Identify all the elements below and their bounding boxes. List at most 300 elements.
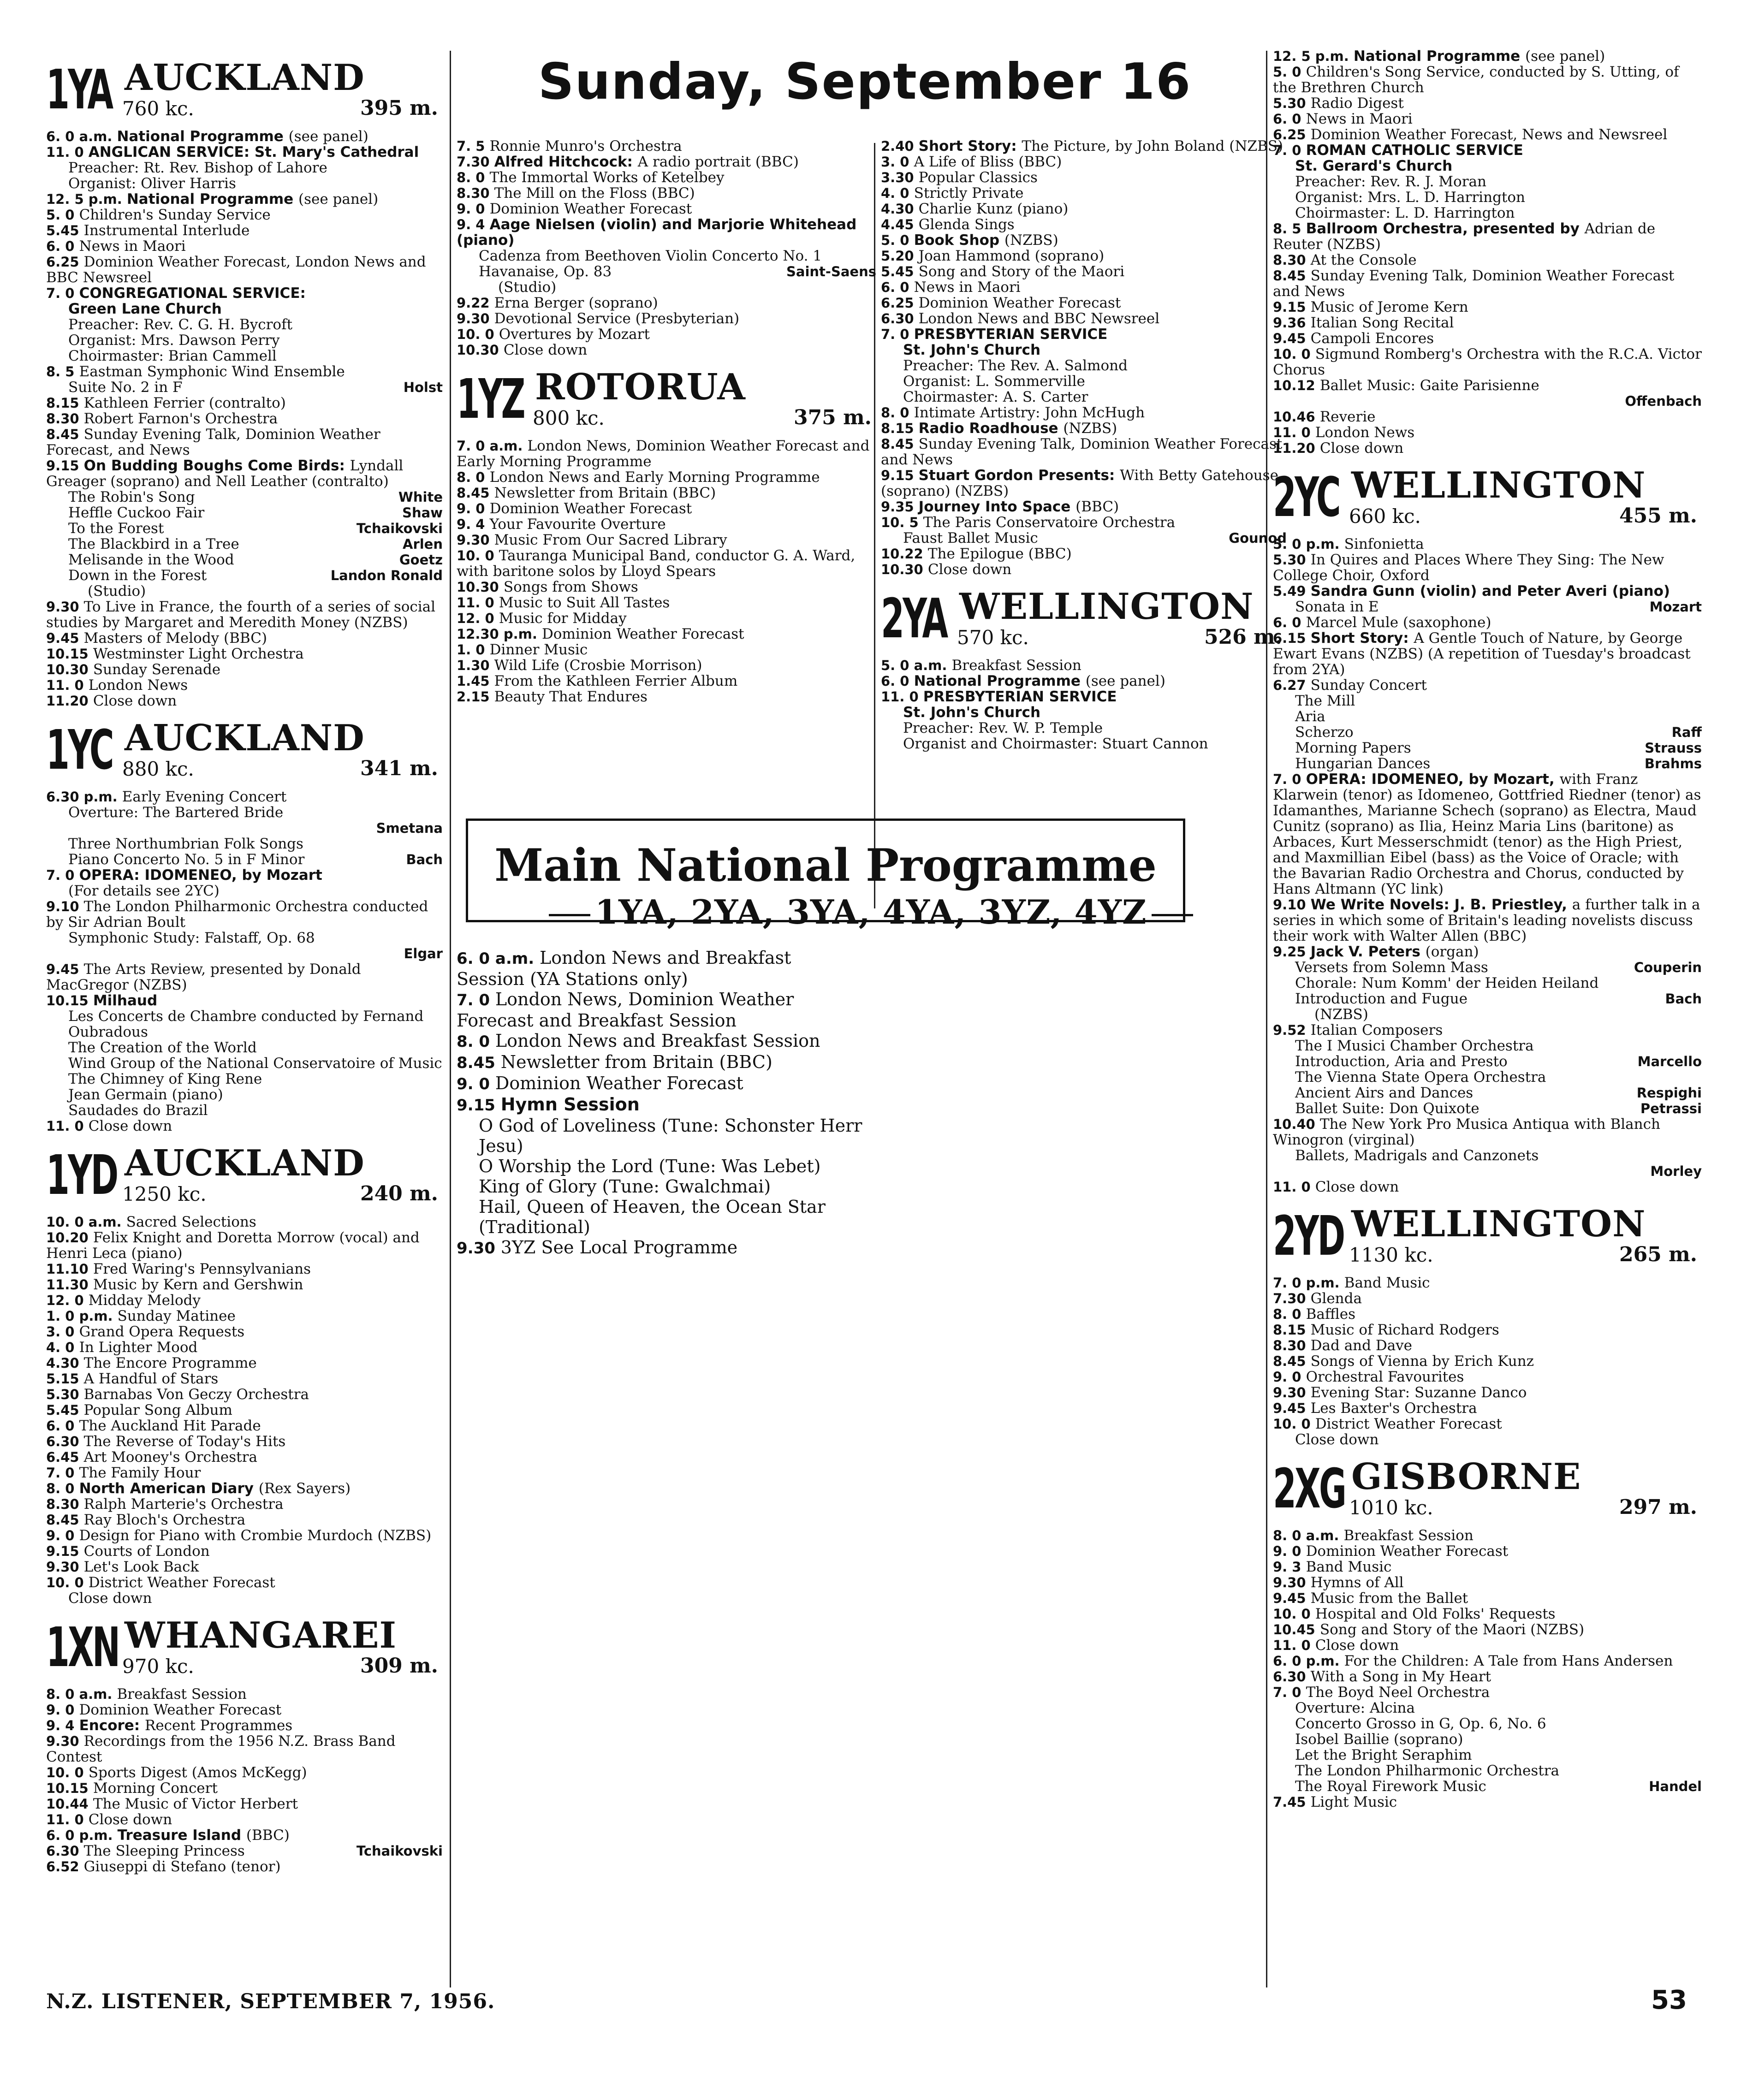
entry-main (1273, 1275, 1430, 1291)
entry-time: 6.30 (1273, 1669, 1311, 1685)
entry-main (46, 1370, 218, 1387)
entry-main (457, 201, 692, 217)
entry-time: 9. 4 (46, 1718, 79, 1733)
entry-main (457, 1073, 743, 1093)
entry-highlight: OPERA: IDOMENEO, by Mozart (79, 867, 322, 884)
entry-text: With Betty Gatehouse (soprano) (NZBS) (881, 467, 1278, 499)
entry-text: Giuseppi di Stefano (tenor) (83, 1858, 281, 1875)
listing-entry (46, 364, 443, 380)
listing-entry (881, 295, 1287, 311)
entry-text: Sunday Evening Talk, Dominion Weather Forecast and News (1273, 267, 1675, 300)
entry-main (1273, 48, 1605, 65)
listing-entry (881, 264, 1287, 279)
entry-text: The Chimney of King Rene (68, 1071, 262, 1087)
entry-highlight: OPERA: IDOMENEO, by Mozart, (1306, 771, 1560, 788)
composer: Marcello (1637, 1054, 1702, 1069)
entry-main (46, 867, 322, 884)
entry-time: 6. 0 (46, 238, 79, 254)
listing-entry (1273, 1322, 1702, 1338)
listing-entry (457, 689, 876, 705)
entry-time: 3. 0 (46, 1324, 79, 1340)
entry-text: In Quires and Places Where They Sing: The New College Choir, Oxford (1273, 552, 1664, 584)
listing-entry (881, 138, 1287, 154)
listing-entry (1273, 1528, 1702, 1543)
entry-main (1273, 252, 1417, 268)
listing-entry (457, 295, 876, 311)
listing-entry (46, 1261, 443, 1277)
entry-text: Kathleen Ferrier (contralto) (83, 395, 286, 411)
entry-text: (NZBS) (1004, 232, 1058, 249)
entry-time: 9.30 (46, 1733, 84, 1749)
entry-time: 10.45 (1273, 1622, 1320, 1637)
listing-entry (46, 993, 443, 1008)
entry-text: Choirmaster: L. D. Harrington (1295, 205, 1515, 221)
entry-highlight: ROMAN CATHOLIC SERVICE (1306, 142, 1523, 159)
entry-text: (Studio) (88, 583, 146, 599)
listing-entry (1273, 409, 1702, 425)
entry-main (46, 1512, 245, 1528)
entry-time: 6.30 (881, 311, 919, 326)
entry-text: To the Forest (68, 520, 164, 537)
listing-entry (1273, 1101, 1702, 1116)
entry-time: 5.30 (1273, 552, 1311, 568)
entry-main (1273, 1653, 1673, 1669)
listing-entry (46, 176, 443, 191)
entry-highlight: We Write Novels: J. B. Priestley, (1310, 896, 1572, 913)
entry-time: 6.25 (46, 254, 84, 270)
entry-time: 9.35 (881, 499, 919, 515)
listing-entry (457, 1031, 862, 1052)
entry-text: Music by Kern and Gershwin (93, 1276, 303, 1293)
entry-text: Strictly Private (914, 185, 1024, 202)
entry-time: 9.30 (457, 532, 494, 548)
entry-text: The Robin's Song (68, 489, 195, 505)
listing-entry (881, 689, 1287, 705)
entry-time: 12. 5 p.m. (46, 191, 127, 207)
entry-time: 6.30 (46, 1434, 84, 1449)
composer: Petrassi (1640, 1101, 1702, 1116)
entry-highlight: National Programme (117, 128, 289, 145)
entry-main (1273, 1384, 1527, 1401)
listing-entry (46, 1859, 443, 1875)
listing-entry (46, 129, 443, 144)
entry-main (457, 154, 799, 170)
entry-text: Early Evening Concert (122, 789, 287, 805)
entry-text: Organist: Oliver Harris (68, 175, 236, 192)
listing-entry (881, 515, 1287, 530)
entry-main (881, 688, 1117, 705)
listing-entry (46, 852, 443, 867)
listing-entry (881, 374, 1287, 389)
entry-text: Felix Knight and Doretta Morrow (vocal) and Henri Leca (piano) (46, 1229, 420, 1262)
listing-entry (457, 626, 876, 642)
entry-text: Dominion Weather Forecast (79, 1702, 282, 1718)
entry-text: Preacher: Rev. R. J. Moran (1295, 173, 1486, 190)
entry-time: 9.36 (1273, 315, 1311, 331)
entry-main (881, 279, 1021, 296)
entry-main (881, 154, 1062, 170)
listing-entry (1273, 552, 1702, 583)
entry-main (1273, 1400, 1477, 1417)
listing-entry (46, 380, 443, 395)
entry-time: 9.45 (1273, 1590, 1311, 1606)
listing-entry (46, 191, 443, 207)
entry-main (881, 201, 1068, 217)
entry-text: Morning Concert (93, 1780, 218, 1797)
listing-entry (1273, 1116, 1702, 1148)
listing-entry (1273, 299, 1702, 315)
entry-time: 2.40 (881, 138, 919, 154)
entry-text: (see panel) (1085, 673, 1165, 689)
entry-main (457, 547, 855, 580)
entry-time: 12. 5 p.m. (1273, 48, 1354, 64)
entry-main (46, 254, 426, 286)
listing-entry (46, 552, 443, 568)
entry-main (46, 1480, 351, 1497)
listing-entry (46, 1590, 443, 1606)
station-frequency: 880 kc. (122, 758, 194, 780)
entry-main (1273, 1668, 1491, 1685)
listing-entry (457, 1156, 862, 1176)
station-callsign: 1YZ (457, 367, 524, 431)
entry-text: Close down (1319, 440, 1404, 457)
entry-main (457, 500, 692, 517)
listing-entry (46, 254, 443, 285)
listing-entry (46, 160, 443, 176)
entry-main (881, 420, 1117, 437)
listing-entry (46, 1371, 443, 1387)
entry-text: London News and BBC Newsreel (918, 310, 1160, 327)
entry-main (46, 1323, 244, 1340)
listing-entry (46, 1308, 443, 1324)
entry-main (457, 594, 670, 611)
composer: Goetz (399, 552, 443, 568)
entry-main (46, 1702, 281, 1718)
listing-entry (457, 1073, 862, 1094)
entry-time: 9. 0 (46, 1528, 79, 1543)
entry-time: 7. 0 (46, 285, 79, 301)
entry-time: 4.30 (881, 201, 919, 217)
entry-text: Newsletter from Britain (BBC) (494, 485, 716, 501)
entry-time: 9.30 (457, 1239, 501, 1258)
entry-time: 6. 0 (46, 1418, 79, 1434)
listing-entry (1273, 1054, 1702, 1069)
listing-entry (457, 548, 876, 579)
listing-entry (1273, 756, 1702, 771)
listing-entry (1273, 1575, 1702, 1590)
entry-text: The Mill on the Floss (BBC) (494, 185, 695, 202)
entry-main (1273, 142, 1523, 159)
station-callsign: 2XG (1273, 1457, 1345, 1520)
entry-main (46, 646, 304, 662)
entry-time: 11. 0 (46, 677, 89, 693)
listing-entry (457, 326, 876, 342)
station-name: WHANGAREI (125, 1614, 397, 1656)
listing-entry (881, 248, 1287, 264)
listing-entry (1273, 975, 1702, 991)
entry-text: Westminster Light Orchestra (93, 646, 304, 662)
entry-main (1273, 267, 1674, 300)
entry-time: 12.30 p.m. (457, 626, 542, 642)
entry-text: Breakfast Session (1343, 1527, 1474, 1544)
entry-time: 4.45 (881, 217, 919, 232)
listing-entry (457, 1176, 862, 1197)
entry-text: News in Maori (1306, 111, 1413, 127)
entry-highlight: Stuart Gordon Presents: (918, 467, 1120, 484)
entry-main (881, 404, 1145, 421)
listing-entry (46, 883, 443, 899)
entry-time: 9.25 (1273, 944, 1311, 960)
station-wavelength: 240 m. (360, 1182, 438, 1205)
entry-main (457, 185, 695, 202)
entry-time: 1.45 (457, 673, 494, 689)
entry-main (46, 1261, 311, 1277)
entry-highlight: ANGLICAN SERVICE: St. Mary's Cathedral (88, 144, 419, 160)
listing-entry (46, 1575, 443, 1590)
listing-entry (46, 521, 443, 536)
entry-time: 11. 0 (46, 1118, 89, 1134)
entry-text: The Sleeping Princess (83, 1843, 245, 1859)
listing-entry (881, 530, 1287, 546)
entry-text: Charlie Kunz (piano) (918, 201, 1069, 217)
entry-main (1273, 1684, 1490, 1701)
entry-text: London News (1315, 424, 1415, 441)
entry-main (46, 898, 428, 931)
entry-main (457, 673, 737, 689)
entry-text: Breakfast Session (951, 657, 1081, 674)
entry-text: Scherzo (1295, 724, 1354, 741)
entry-main (46, 1780, 218, 1797)
listing-entry (1273, 1069, 1702, 1085)
listing-entry (1273, 536, 1702, 552)
entry-text: Breakfast Session (117, 1686, 247, 1703)
listing-entry (1273, 1275, 1702, 1291)
entry-time: 1. 0 p.m. (46, 1308, 118, 1324)
composer: Strauss (1645, 740, 1702, 756)
entry-main (1273, 299, 1468, 315)
listing-entry (46, 805, 443, 820)
listing-entry (1273, 1179, 1702, 1195)
entry-main (46, 1827, 290, 1844)
station-frequency: 660 kc. (1349, 505, 1421, 528)
entry-text: Organist: L. Sommerville (903, 373, 1085, 390)
entry-time: 9.52 (1273, 1022, 1311, 1038)
entry-text: Let's Look Back (83, 1559, 199, 1575)
entry-text: Tauranga Municipal Band, conductor G. A. Ward, with baritone solos by Lloyd Spears (457, 547, 856, 580)
entry-main (457, 169, 725, 186)
entry-text: Isobel Baillie (soprano) (1295, 1731, 1463, 1748)
listing-entry (46, 207, 443, 223)
entry-highlight: Milhaud (93, 992, 158, 1009)
entry-text: The Paris Conservatoire Orchestra (923, 514, 1176, 531)
listing-entry (46, 1293, 443, 1308)
entry-text: The Arts Review, presented by Donald MacGregor (NZBS) (46, 961, 361, 993)
entry-main (881, 657, 1081, 674)
entry-time: 10.15 (46, 1780, 93, 1796)
listing-entry (457, 516, 876, 532)
entry-text: Lyndall Greager (soprano) and Nell Leather (contralto) (46, 457, 404, 490)
entry-highlight: Alfred Hitchcock: (494, 154, 638, 170)
entry-time: 5. 0 (881, 232, 914, 248)
entry-main (46, 1229, 420, 1262)
entry-text: The Picture, by John Boland (NZBS) (1022, 138, 1284, 154)
entry-text: Saudades do Brazil (68, 1102, 208, 1119)
listing-entry (46, 1387, 443, 1402)
entry-time: 8.45 (46, 1512, 84, 1528)
station-frequency: 800 kc. (533, 407, 605, 429)
listing-entry (46, 1449, 443, 1465)
entry-main (1273, 111, 1413, 127)
entry-text: Children's Song Service, conducted by S. Utting, of the Brethren Church (1273, 64, 1679, 96)
entry-time: 8.45 (457, 1054, 501, 1072)
entry-time: 9.30 (1273, 1575, 1311, 1590)
entry-text: Ronnie Munro's Orchestra (489, 138, 682, 154)
entry-main (46, 1449, 257, 1465)
listing-entry (457, 201, 876, 217)
entry-text: Heffle Cuckoo Fair (68, 504, 205, 521)
entry-time: 9.45 (1273, 331, 1311, 346)
entry-main (881, 673, 1165, 689)
entry-main (1273, 126, 1667, 143)
entry-text: Recent Programmes (145, 1717, 293, 1734)
entry-time: 6. 0 (1273, 615, 1306, 630)
entry-text: Recordings from the 1956 N.Z. Brass Band Contest (46, 1733, 396, 1765)
page-title: Sunday, September 16 (538, 53, 1192, 111)
listing-entry (1273, 1622, 1702, 1637)
entry-highlight: CONGREGATIONAL SERVICE: (79, 285, 306, 302)
listing-entry (1273, 127, 1702, 142)
entry-time: 3. 0 (881, 154, 914, 170)
entry-text: Dominion Weather Forecast (1306, 1543, 1509, 1560)
composer: Brahms (1644, 756, 1702, 771)
entry-text: Songs of Vienna by Erich Kunz (1310, 1353, 1534, 1370)
entry-main (1273, 1022, 1443, 1038)
entry-time: 10. 0 (457, 548, 499, 564)
entry-text: Instrumental Interlude (83, 222, 250, 239)
listing-entry (46, 1324, 443, 1340)
entry-text: Design for Piano with Crombie Murdoch (NZBS) (79, 1527, 432, 1544)
listing-entry (1273, 1400, 1702, 1416)
entry-highlight: Treasure Island (117, 1827, 246, 1844)
entry-text: Introduction, Aria and Presto (1295, 1053, 1508, 1070)
entry-text: Midday Melody (88, 1292, 201, 1309)
entry-time: 10. 0 (46, 1765, 89, 1780)
entry-time: 10.44 (46, 1796, 93, 1812)
entry-highlight: Sandra Gunn (violin) and Peter Averi (piano) (1310, 583, 1670, 599)
composer: Respighi (1636, 1085, 1702, 1101)
entry-text: Hail, Queen of Heaven, the Ocean Star (Traditional) (479, 1197, 826, 1237)
entry-text: The Music of Victor Herbert (93, 1796, 298, 1812)
entry-text: Sunday Evening Talk, Dominion Weather Forecast, and News (46, 426, 380, 458)
entry-text: Glenda Sings (918, 216, 1015, 233)
composer: Couperin (1634, 960, 1702, 975)
listing-entry (1273, 1163, 1702, 1179)
entry-time: 12. 0 (46, 1293, 89, 1308)
listing-entry (881, 342, 1287, 358)
entry-main (46, 1402, 232, 1418)
entry-time: 10. 0 (46, 1575, 89, 1590)
listing-entry (1273, 1007, 1702, 1022)
listing-entry (881, 232, 1287, 248)
entry-time: 10.30 (457, 579, 504, 595)
entry-text: Organist: Mrs. Dawson Perry (68, 332, 280, 349)
listing-entry (46, 489, 443, 505)
entry-time: 11. 0 (1273, 1179, 1315, 1195)
entry-main (46, 1559, 199, 1575)
listing-entry (46, 1230, 443, 1261)
entry-main (1273, 614, 1491, 631)
entry-main (46, 1574, 275, 1591)
entry-time: 9.10 (1273, 897, 1311, 913)
entry-text: with Franz Klarwein (tenor) as Idomeneo, Gottfried Riedner (tenor) as Idamanthes, Marianne Schech (soprano) as Electra, Maud Cunitz (soprano) as Ilia, Heinz Maria Lins (baritone) as Arbaces, Kurt Messerschmidt (tenor) as the High Priest, and Maxmillian Eibel (bass) as the Voice of Oracle; with the Bavarian Radio Orchestra and Chorus, conducted by Hans Altmann (YC link) (1273, 771, 1701, 897)
entry-text: Beauty That Endures (494, 688, 648, 705)
listing-entry (881, 170, 1287, 185)
listing-entry (881, 358, 1287, 374)
station-name: AUCKLAND (125, 1142, 365, 1184)
composer: Bach (1665, 991, 1702, 1007)
entry-text: Robert Farnon's Orchestra (83, 410, 278, 427)
listing-entry (46, 1496, 443, 1512)
listing-entry (457, 595, 876, 611)
listing-entry (46, 1040, 443, 1056)
entry-time: 8.45 (881, 436, 919, 452)
entry-main (1273, 943, 1479, 960)
entry-time: 8.15 (46, 395, 84, 411)
entry-time: 7. 0 (457, 991, 495, 1009)
entry-text: (see panel) (1525, 48, 1605, 65)
listing-entry (46, 1702, 443, 1718)
entry-time: 10.40 (1273, 1116, 1320, 1132)
entry-text: Preacher: Rt. Rev. Bishop of Lahore (68, 160, 327, 176)
listing-entry (1273, 393, 1702, 409)
entry-main (1273, 1621, 1584, 1638)
listing-entry (46, 1481, 443, 1496)
entry-time: 9.15 (457, 1096, 501, 1115)
station-frequency: 1010 kc. (1349, 1496, 1433, 1519)
entry-text: Band Music (1306, 1559, 1392, 1575)
entry-main (46, 238, 186, 255)
listing-entry (1273, 378, 1702, 393)
listing-entry (457, 658, 876, 673)
entry-text: Morning Papers (1295, 740, 1411, 756)
entry-text: Les Concerts de Chambre conducted by Fernand Oubradous (68, 1008, 424, 1040)
entry-main (46, 207, 271, 223)
composer: Raff (1671, 724, 1702, 740)
entry-time: 8.30 (1273, 1338, 1311, 1353)
entry-main (457, 1094, 640, 1115)
entry-text: (NZBS) (1063, 420, 1117, 437)
listing-entry (457, 642, 876, 658)
listing-entry (881, 736, 1287, 752)
entry-time: 8. 5 (46, 364, 79, 380)
entry-time: 7. 0 p.m. (1273, 1275, 1344, 1291)
entry-text: Preacher: Rev. W. P. Temple (903, 720, 1103, 736)
listing-entry (1273, 190, 1702, 205)
listing-entry (1273, 174, 1702, 190)
entry-main (46, 661, 220, 678)
entry-time: 6. 0 (881, 673, 914, 689)
entry-text: Evening Star: Suzanne Danco (1310, 1384, 1527, 1401)
station-frequency: 570 kc. (957, 626, 1029, 649)
station-wavelength: 526 m. (1204, 625, 1282, 649)
listing-entry (1273, 1700, 1702, 1716)
entry-main (46, 363, 345, 380)
station-callsign: 1XN (46, 1615, 119, 1679)
entry-highlight: Short Story: (1310, 630, 1414, 647)
station-header (1273, 463, 1702, 532)
listing-entry (1273, 724, 1702, 740)
listing-entry (457, 989, 862, 1031)
